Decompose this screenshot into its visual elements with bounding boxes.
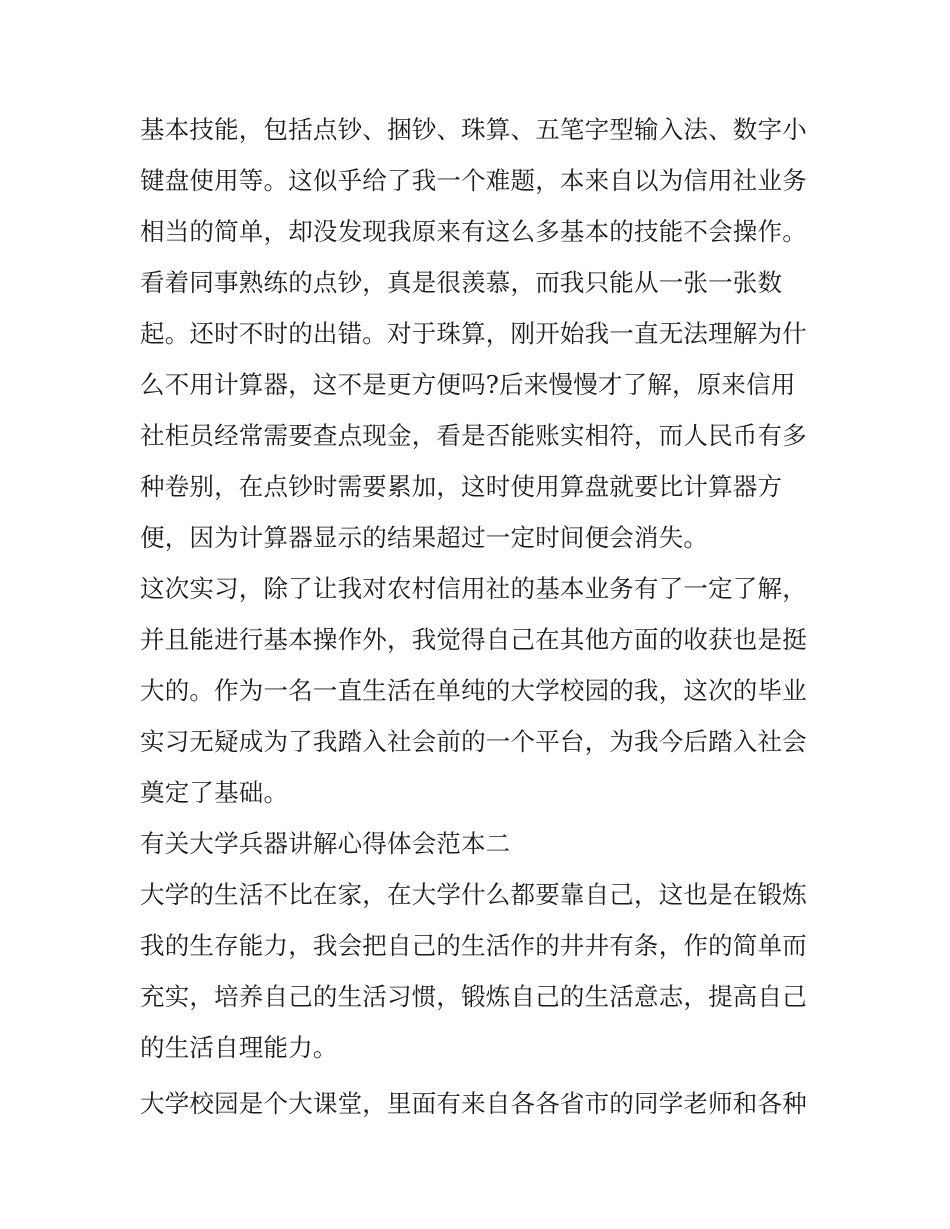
text-line: 看着同事熟练的点钞，真是很羡慕，而我只能从一张一张数 [140, 268, 783, 297]
text-line: 社柜员经常需要查点现金，看是否能账实相符，而人民币有多 [140, 421, 807, 450]
text-line: 这次实习，除了让我对农村信用社的基本业务有了一定了解， [140, 574, 807, 603]
document-body [140, 104, 820, 1129]
text-line: 种卷别，在点钞时需要累加，这时使用算盘就要比计算器方 [140, 472, 783, 501]
text-line: 实习无疑成为了我踏入社会前的一个平台，为我今后踏入社会 [140, 727, 807, 756]
text-line: 相当的简单，却没发现我原来有这么多基本的技能不会操作。 [140, 217, 807, 246]
text-line: 键盘使用等。这似乎给了我一个难题，本来自以为信用社业务 [140, 166, 807, 195]
text-line: 基本技能，包括点钞、捆钞、珠算、五笔字型输入法、数字小 [140, 115, 807, 144]
text-line: 大学的生活不比在家，在大学什么都要靠自己，这也是在锻炼 [140, 880, 807, 909]
section-heading: 有关大学兵器讲解心得体会范本二 [140, 829, 511, 858]
text-line: 我的生存能力，我会把自己的生活作的井井有条，作的简单而 [140, 931, 807, 960]
text-line: 并且能进行基本操作外，我觉得自己在其他方面的收获也是挺 [140, 625, 807, 654]
text-line: 大学校园是个大课堂，里面有来自各各省市的同学老师和各种 [140, 1089, 807, 1118]
text-line: 么不用计算器，这不是更方便吗?后来慢慢才了解，原来信用 [140, 370, 796, 399]
text-line: 大的。作为一名一直生活在单纯的大学校园的我，这次的毕业 [140, 676, 807, 705]
text-line: 奠定了基础。 [140, 778, 289, 807]
text-line: 便，因为计算器显示的结果超过一定时间便会消失。 [140, 523, 709, 552]
text-line: 起。还时不时的出错。对于珠算，刚开始我一直无法理解为什 [140, 319, 807, 348]
text-line: 充实，培养自己的生活习惯，锻炼自己的生活意志，提高自己 [140, 982, 807, 1011]
text-line: 的生活自理能力。 [140, 1033, 338, 1062]
